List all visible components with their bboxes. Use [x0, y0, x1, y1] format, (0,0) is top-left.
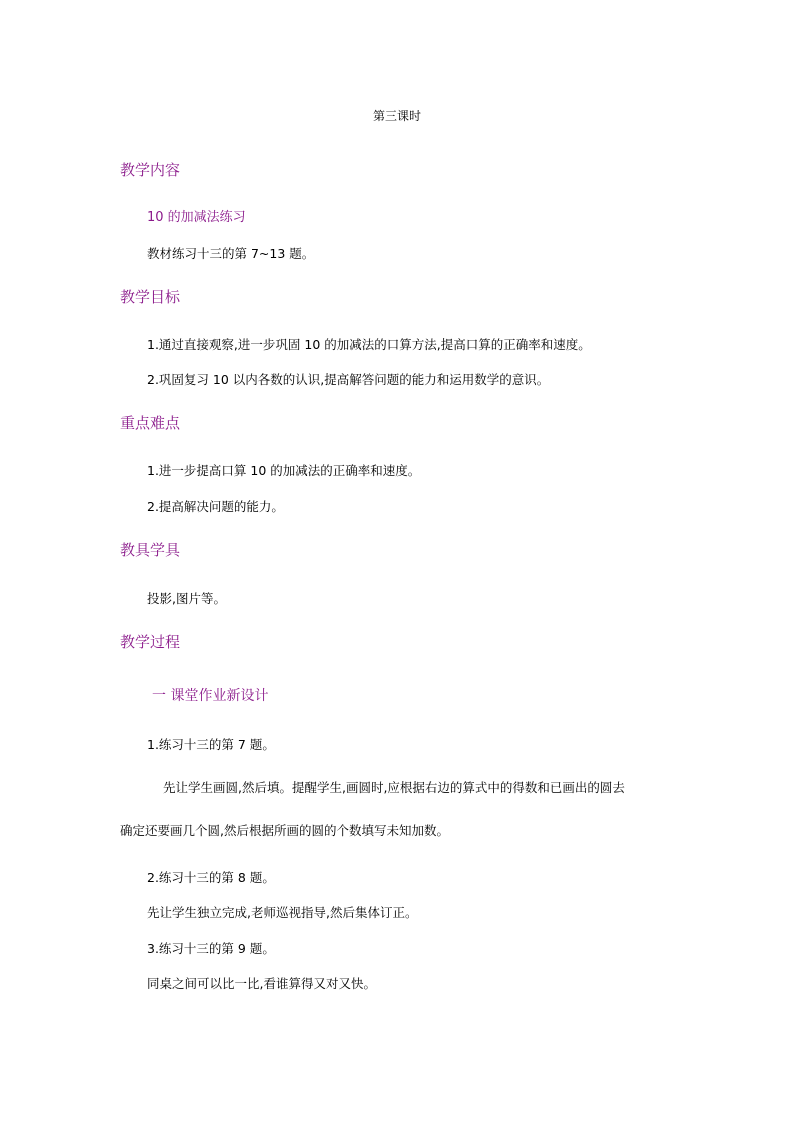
process-line-2: 先让学生画圆,然后填。提醒学生,画圆时,应根据右边的算式中的得数和已画出的圆去 — [163, 780, 625, 795]
tools-text: 投影,图片等。 — [147, 591, 226, 606]
process-line-7: 同桌之间可以比一比,看谁算得又对又快。 — [147, 976, 376, 991]
heading-teaching-goals: 教学目标 — [120, 288, 181, 306]
heading-teaching-tools: 教具学具 — [120, 541, 181, 559]
focus-item-1: 1.进一步提高口算 10 的加减法的正确率和速度。 — [147, 463, 421, 478]
page-title: 第三课时 — [372, 109, 421, 123]
focus-item-2: 2.提高解决问题的能力。 — [147, 499, 284, 514]
process-line-6: 3.练习十三的第 9 题。 — [147, 941, 275, 956]
process-line-3: 确定还要画几个圆,然后根据所画的圆的个数填写未知加数。 — [120, 823, 449, 838]
content-text: 教材练习十三的第 7~13 题。 — [147, 246, 315, 261]
heading-teaching-process: 教学过程 — [120, 633, 181, 651]
process-line-4: 2.练习十三的第 8 题。 — [147, 870, 275, 885]
heading-key-difficulties: 重点难点 — [120, 414, 181, 432]
goal-item-2: 2.巩固复习 10 以内各数的认识,提高解答问题的能力和运用数学的意识。 — [147, 372, 550, 387]
process-line-1: 1.练习十三的第 7 题。 — [147, 737, 275, 752]
heading-teaching-content: 教学内容 — [120, 161, 181, 179]
content-subtitle: 10 的加减法练习 — [147, 210, 246, 225]
process-part-title: 一 课堂作业新设计 — [152, 688, 269, 704]
process-line-5: 先让学生独立完成,老师巡视指导,然后集体订正。 — [147, 905, 418, 920]
goal-item-1: 1.通过直接观察,进一步巩固 10 的加减法的口算方法,提高口算的正确率和速度。 — [147, 337, 591, 352]
